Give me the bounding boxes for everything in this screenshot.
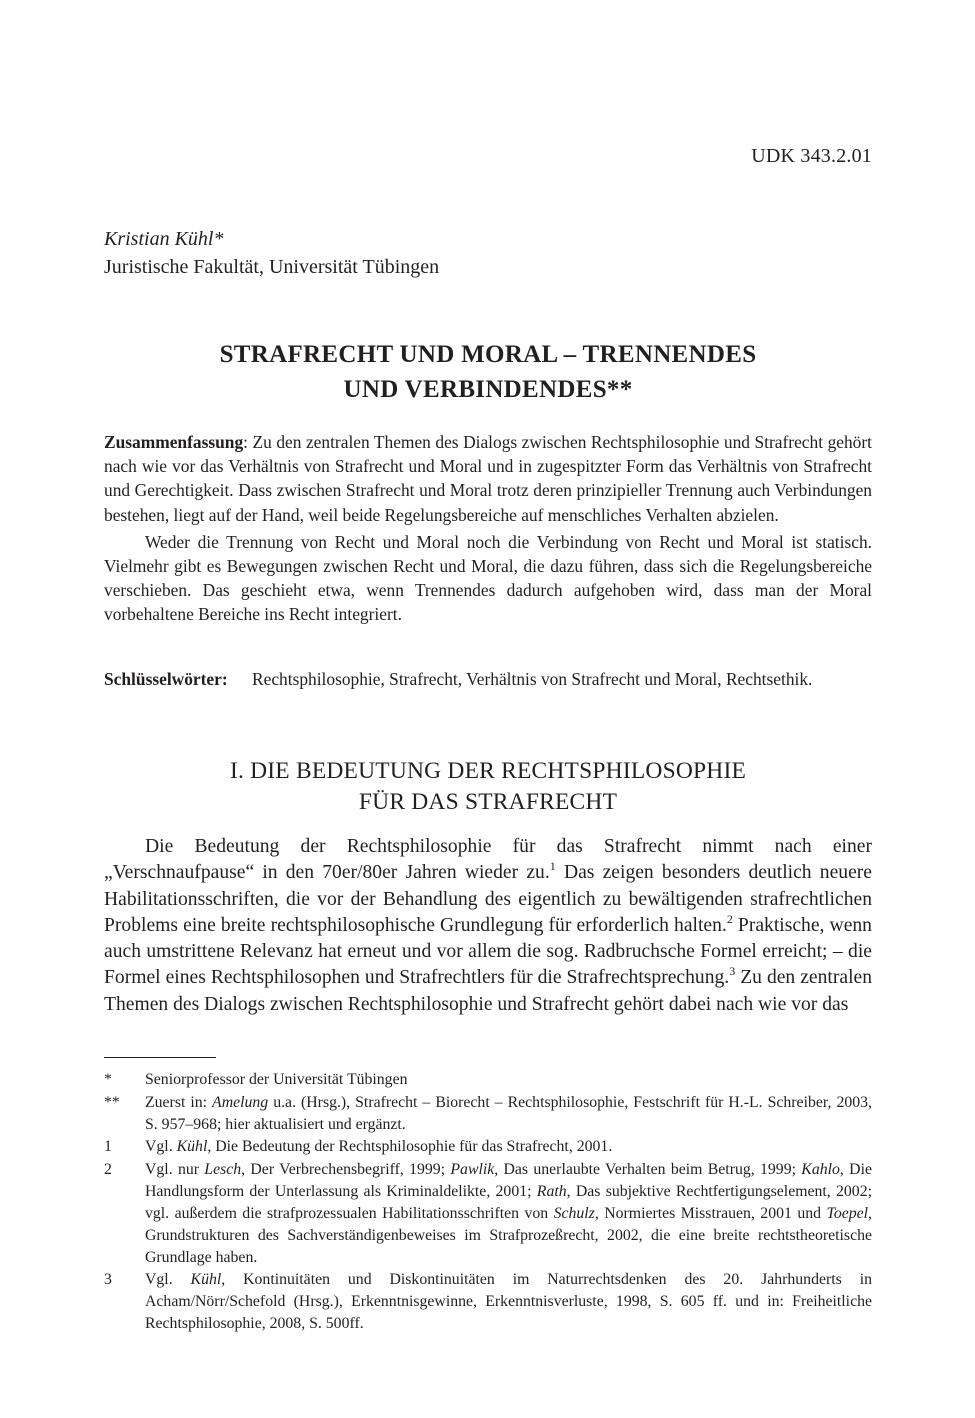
body-sentence-4: Zu den zentralen Themen des Dialogs zwischen Rechtsphilosophie und Strafrecht gehört dabei nach wie vor das <box>104 967 873 1015</box>
body-sentence-3: Praktische, wenn auch umstrittene Relevanz hat erneut und vor allem die sog. Radbruchsche Formel erreicht; – die Formel eines Rechtsphilosophen und Strafrechtlers für die Strafrechtsprechung. <box>104 914 872 989</box>
footnote-text-segment: , Grundstrukturen des Sachverständigenbeweises im Strafprozeßrecht, 2002, die eine breite rechtstheoretische Grundlage haben. <box>145 1204 872 1266</box>
article-title-line-1: STRAFRECHT UND MORAL – TRENNENDES <box>219 341 757 368</box>
abstract-paragraph-2: Weder die Trennung von Recht und Moral noch die Verbindung von Recht und Moral ist statisch. Vielmehr gibt es Bewegungen zwischen Recht und Moral, die dazu führen, dass sich die Regelungsbereiche verschieben. Das geschieht etwa, wenn Trennendes dadurch aufgehoben wird, dass man der Moral vorbehaltene Bereiche ins Recht integriert. <box>104 531 872 625</box>
footnote-text-segment: , Das subjektive Rechtfertigungselement, 2002; vgl. außerdem die strafprozessualen Habilitationsschriften von <box>145 1182 872 1222</box>
footnote-text-segment: , Der Verbrechensbegriff, 1999; <box>241 1160 451 1178</box>
body-text <box>104 834 872 1018</box>
footnote-text-segment: , Die Bedeutung der Rechtsphilosophie für das Strafrecht, 2001. <box>207 1138 613 1155</box>
footnote-text <box>145 1092 872 1136</box>
footnote-author-name: Schulz <box>553 1204 595 1222</box>
footnote-text <box>145 1136 872 1158</box>
footnote-author-name: Amelung <box>212 1093 269 1111</box>
footnote-text-segment: Vgl. <box>145 1138 177 1155</box>
footnote <box>104 1136 872 1158</box>
footnote-mark: * <box>104 1071 112 1088</box>
section-heading-line-1: I. DIE BEDEUTUNG DER RECHTSPHILOSOPHIE <box>229 758 747 784</box>
article-title <box>104 337 872 407</box>
footnote <box>104 1159 872 1269</box>
footnote <box>104 1069 872 1091</box>
footnote-author-name: Kühl <box>176 1138 208 1155</box>
footnote-text-segment: , Kontinuitäten und Diskontinuitäten im Naturrechtsdenken des 20. Jahrhunderts in Acham/Nörr/Schefold (Hrsg.), Erkenntnisgewinne, Erkenntnisverluste, 1998, S. 605 ff. und in: Freiheitliche Rechtsphilosophie, 2008, S. 500ff. <box>145 1271 872 1332</box>
footnote-author-name: Toepel <box>826 1204 869 1222</box>
body-sentence-1: Die Bedeutung der Rechtsphilosophie für das Strafrecht nimmt nach einer „Verschnaufpause“ in den 70er/80er Jahren wieder zu. <box>104 836 872 884</box>
footnote-author-name: Rath <box>536 1182 567 1200</box>
abstract-label: Zusammenfassung <box>104 432 244 452</box>
footnote-author-name: Lesch <box>204 1160 242 1178</box>
footnote-text-segment: Vgl. <box>145 1271 191 1288</box>
abstract-paragraph-1 <box>104 430 872 527</box>
footnote-mark: ** <box>104 1093 120 1111</box>
body-sentence-2: Das zeigen besonders deutlich neuere Habilitationsschriften, die vor der Behandlung des eigentlich zu bewältigenden strafrechtlichen Problems eine breite rechtsphilosophische Grundlegung für erforderlich halten. <box>104 862 872 936</box>
body-paragraph <box>104 834 872 1018</box>
footnote-text <box>145 1159 872 1269</box>
footnote-text-segment: Zuerst in: <box>145 1093 213 1111</box>
footnote-mark: 1 <box>104 1138 112 1155</box>
footnote-ref-3[interactable]: 3 <box>729 964 736 979</box>
author-affiliation: Juristische Fakultät, Universität Tübingen <box>104 256 440 278</box>
udk-classification: UDK 343.2.01 <box>751 145 872 167</box>
section-heading-line-2: FÜR DAS STRAFRECHT <box>358 789 618 815</box>
abstract-text-1: : Zu den zentralen Themen des Dialogs zwischen Rechtsphilosophie und Strafrecht gehört nach wie vor das Verhältnis von Strafrecht und Moral und in zugespitzter Form das Verhältnis von Strafrecht und Gerechtigkeit. Dass zwischen Strafrecht und Moral trotz deren prinzipieller Trennung auch Verbindungen bestehen, liegt auf der Hand, weil beide Regelungsbereiche auf menschliches Verhalten abzielen. <box>104 432 872 525</box>
footnote <box>104 1269 872 1335</box>
footnote-ref-1[interactable]: 1 <box>549 859 556 874</box>
footnote-text-segment: Seniorprofessor der Universität Tübingen <box>145 1071 408 1088</box>
footnote-author-name: Kahlo <box>801 1160 840 1178</box>
footnote <box>104 1092 872 1136</box>
abstract <box>104 430 872 627</box>
footnote-author-name: Pawlik <box>450 1160 495 1178</box>
footnote-mark: 2 <box>104 1160 112 1178</box>
footnote-separator <box>104 1057 216 1058</box>
section-heading <box>104 756 872 818</box>
keywords <box>104 668 872 691</box>
footnotes <box>104 1069 872 1335</box>
footnote-mark: 3 <box>104 1271 112 1288</box>
footnote-ref-2[interactable]: 2 <box>726 911 733 926</box>
footnote-text-segment: u.a. (Hrsg.), Strafrecht – Biorecht – Rechtsphilosophie, Festschrift für H.-L. Schreiber, 2003, S. 957–968; hier aktualisiert und ergänzt. <box>145 1093 872 1133</box>
footnote-text-segment: , Das unerlaubte Verhalten beim Betrug, 1999; <box>494 1160 802 1178</box>
footnote-author-name: Kühl <box>190 1271 222 1288</box>
keywords-text: Rechtsphilosophie, Strafrecht, Verhältnis von Strafrecht und Moral, Rechtsethik. <box>252 669 813 689</box>
footnote-text-segment: , Die Handlungsform der Unterlassung als Kriminaldelikte, 2001; <box>145 1160 872 1200</box>
footnote-text <box>145 1069 872 1091</box>
footnote-text <box>145 1269 872 1335</box>
footnote-text-segment: Vgl. nur <box>145 1160 205 1178</box>
article-title-line-2: UND VERBINDENDES** <box>343 376 633 403</box>
keywords-label: Schlüsselwörter: <box>104 669 228 689</box>
footnote-text-segment: , Normiertes Misstrauen, 2001 und <box>594 1204 827 1222</box>
author-name: Kristian Kühl* <box>104 228 224 250</box>
author-block <box>104 225 439 281</box>
